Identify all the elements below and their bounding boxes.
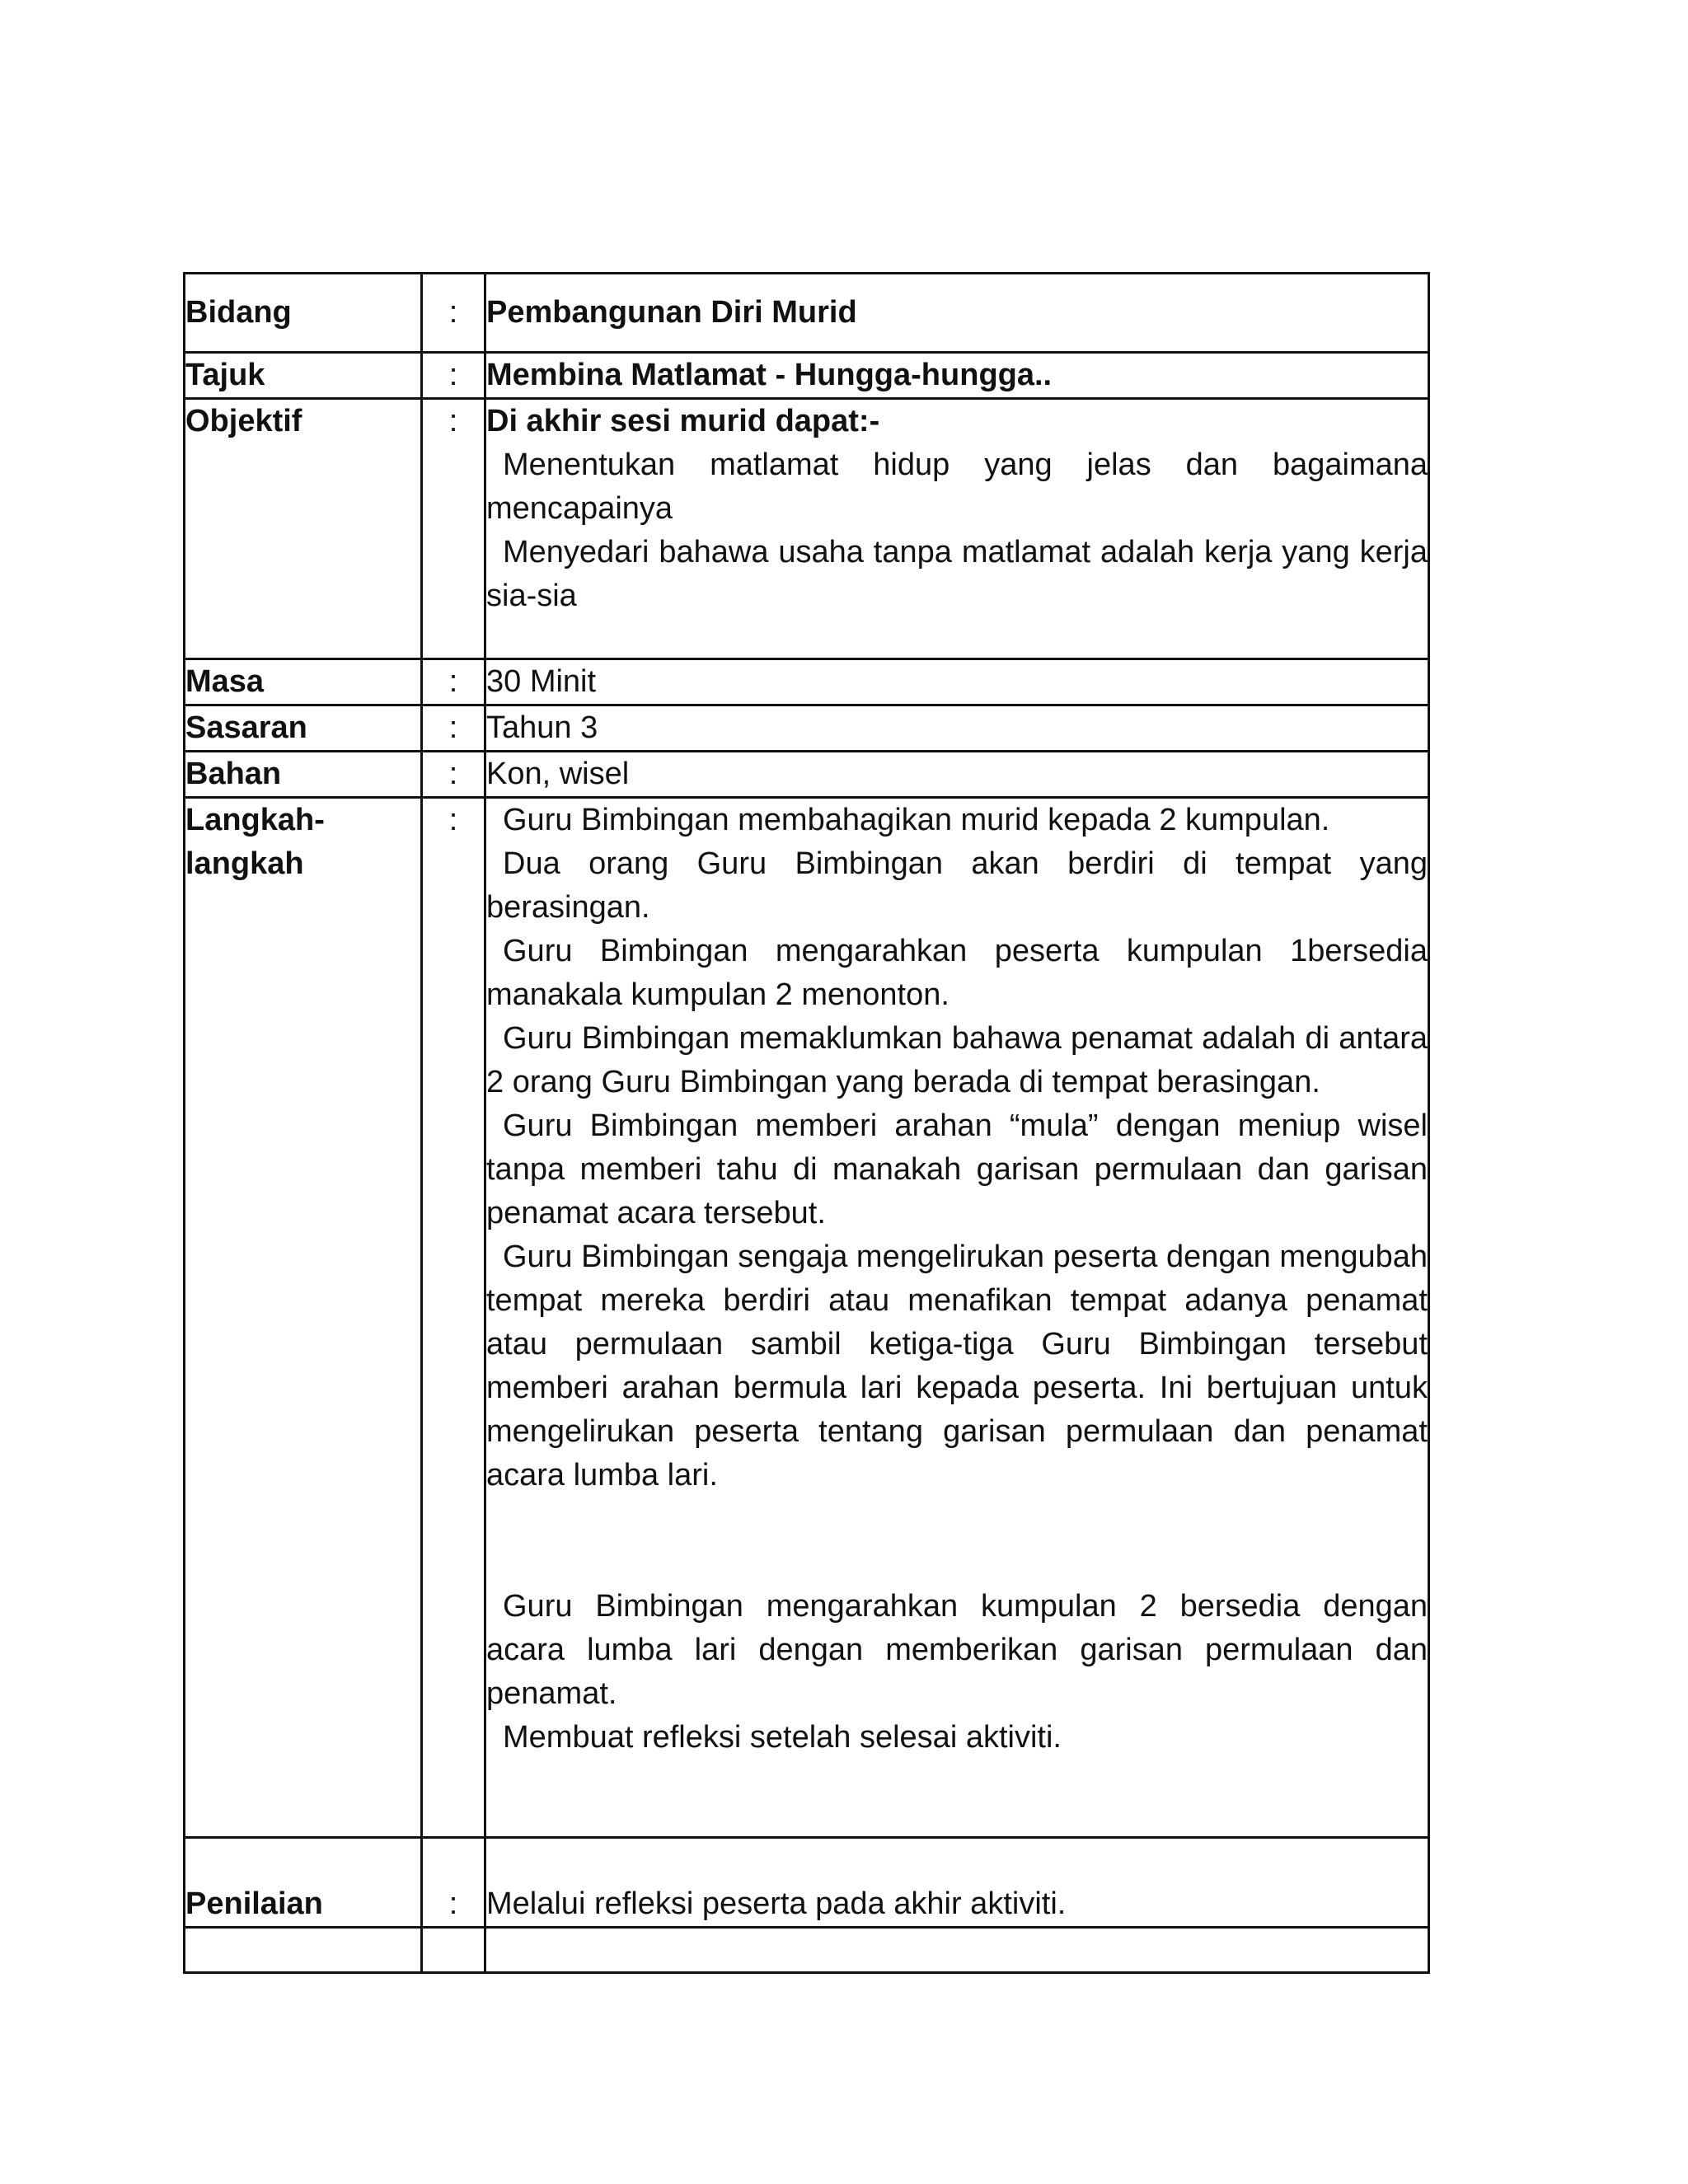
objektif-item	[486, 443, 1428, 531]
step-item	[486, 930, 1428, 1017]
colon	[422, 705, 485, 752]
row-penilaian	[185, 1838, 1429, 1928]
label-text: Langkah-langkah	[185, 803, 325, 881]
row-bahan	[185, 752, 1429, 798]
value-bidang	[485, 274, 1429, 353]
step-item	[486, 1585, 1428, 1716]
objektif-item-text: Menyedari bahawa usaha tanpa matlamat adalah kerja yang kerja sia-sia	[486, 535, 1428, 613]
colon-text: :	[448, 803, 458, 837]
step-text: Guru Bimbingan mengarahkan peserta kumpulan 1bersedia manakala kumpulan 2 menonton.	[486, 934, 1428, 1012]
row-bidang	[185, 274, 1429, 353]
label-text: Masa	[185, 664, 265, 699]
colon-text: :	[448, 710, 458, 745]
value-tajuk	[485, 353, 1429, 399]
step-text: Guru Bimbingan memberi arahan “mula” dengan meniup wisel tanpa memberi tahu di manakah garisan permulaan dan garisan penamat acara tersebut.	[486, 1108, 1428, 1230]
objektif-item	[486, 531, 1428, 618]
step-item	[486, 1716, 1428, 1760]
value-langkah	[485, 798, 1429, 1838]
value-text: Pembangunan Diri Murid	[486, 295, 857, 330]
step-item	[486, 799, 1428, 842]
label-bahan	[185, 752, 422, 798]
row-sasaran	[185, 705, 1429, 752]
value-objektif	[485, 399, 1429, 659]
colon	[422, 659, 485, 705]
colon	[422, 1838, 485, 1928]
colon-text: :	[448, 404, 458, 438]
row-objektif	[185, 399, 1429, 659]
colon	[422, 353, 485, 399]
step-text: Guru Bimbingan membahagikan murid kepada 2 kumpulan.	[503, 803, 1330, 837]
spacer	[486, 1497, 1428, 1585]
value-text: Tahun 3	[486, 710, 598, 745]
step-text: Dua orang Guru Bimbingan akan berdiri di tempat yang berasingan.	[486, 846, 1428, 925]
step-item	[486, 1235, 1428, 1497]
label-text: Penilaian	[185, 1886, 323, 1921]
value-penilaian	[485, 1838, 1429, 1928]
step-text: Guru Bimbingan memaklumkan bahawa penamat adalah di antara 2 orang Guru Bimbingan yang berada di tempat berasingan.	[486, 1021, 1428, 1099]
objektif-heading: Di akhir sesi murid dapat:-	[486, 404, 880, 438]
step-text: Guru Bimbingan mengarahkan kumpulan 2 bersedia dengan acara lumba lari dengan memberikan garisan permulaan dan penamat.	[486, 1589, 1428, 1711]
label-text: Tajuk	[185, 358, 265, 392]
value-text: Kon, wisel	[486, 757, 630, 791]
step-text: Guru Bimbingan sengaja mengelirukan peserta dengan mengubah tempat mereka berdiri atau menafikan tempat adanya penamat atau permulaan sambil ketiga-tiga Guru Bimbingan tersebut memberi arahan bermula lari kepada peserta. Ini bertujuan untuk mengelirukan peserta tentang garisan permulaan dan penamat acara lumba lari.	[486, 1240, 1428, 1493]
step-item	[486, 1104, 1428, 1235]
label-text: Objektif	[185, 404, 302, 438]
value-masa	[485, 659, 1429, 705]
step-item	[486, 1017, 1428, 1104]
step-text: Membuat refleksi setelah selesai aktiviti.	[503, 1720, 1062, 1755]
label-penilaian	[185, 1838, 422, 1928]
colon	[422, 274, 485, 353]
colon-text: :	[448, 664, 458, 699]
colon-text: :	[448, 1886, 458, 1921]
row-masa	[185, 659, 1429, 705]
value-bahan	[485, 752, 1429, 798]
colon-text: :	[448, 295, 458, 330]
row-langkah	[185, 798, 1429, 1838]
value-text: Membina Matlamat - Hungga-hungga..	[486, 358, 1053, 392]
label-langkah	[185, 798, 422, 1838]
label-bidang	[185, 274, 422, 353]
step-item	[486, 842, 1428, 930]
label-tajuk	[185, 353, 422, 399]
label-text: Sasaran	[185, 710, 307, 745]
colon	[422, 752, 485, 798]
label-text: Bahan	[185, 757, 282, 791]
colon-text: :	[448, 757, 458, 791]
colon	[422, 798, 485, 1838]
row-tajuk	[185, 353, 1429, 399]
label-text: Bidang	[185, 295, 292, 330]
value-sasaran	[485, 705, 1429, 752]
value-text: 30 Minit	[486, 664, 597, 699]
empty-cell	[185, 1928, 422, 1973]
label-sasaran	[185, 705, 422, 752]
value-text: Melalui refleksi peserta pada akhir aktiviti.	[486, 1886, 1067, 1921]
objektif-item-text: Menentukan matlamat hidup yang jelas dan bagaimana mencapainya	[486, 448, 1428, 526]
label-masa	[185, 659, 422, 705]
empty-cell	[485, 1928, 1429, 1973]
colon	[422, 399, 485, 659]
label-objektif	[185, 399, 422, 659]
empty-cell	[422, 1928, 485, 1973]
colon-text: :	[448, 358, 458, 392]
row-empty	[185, 1928, 1429, 1973]
lesson-plan-table	[183, 272, 1430, 1974]
